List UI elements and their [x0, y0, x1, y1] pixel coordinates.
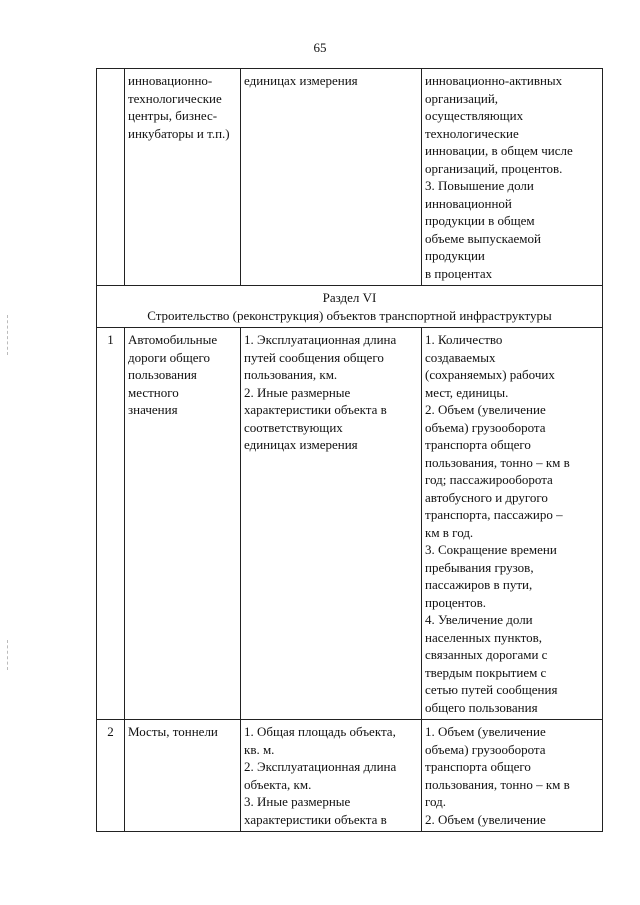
section-header-row	[97, 286, 603, 328]
text-line: организаций, процентов.	[425, 160, 563, 176]
text-line: год.	[425, 794, 446, 809]
text-line: год; пассажирооборота	[425, 472, 553, 487]
text-line: пользования, тонно – км в	[425, 776, 570, 792]
text-line: единицах измерения	[244, 437, 358, 452]
text-line: 2. Объем (увеличение	[425, 402, 546, 417]
scan-margin-mark	[7, 640, 9, 670]
text-line: пассажиров в пути,	[425, 577, 533, 592]
text-line: 2. Иные размерные	[244, 384, 351, 400]
text-line: пребывания грузов,	[425, 559, 534, 575]
document-table	[96, 68, 603, 832]
text-line: (сохраняемых) рабочих	[425, 367, 555, 382]
text-line: 2. Объем (увеличение	[425, 811, 546, 827]
text-line: твердым покрытием с	[425, 664, 547, 680]
text-line: инновационно-	[128, 73, 213, 88]
text-line: в процентах	[425, 265, 493, 281]
table-row	[97, 69, 603, 286]
text-line: 1. Объем (увеличение	[425, 724, 546, 739]
object-cell	[125, 69, 241, 286]
text-line: объема) грузооборота	[425, 419, 546, 435]
indicators-cell	[422, 720, 603, 832]
text-line: продукции	[425, 248, 485, 263]
text-line: продукции в общем	[425, 213, 535, 228]
text-line: Автомобильные	[128, 332, 218, 347]
table-row	[97, 328, 603, 720]
text-line: кв. м.	[244, 741, 275, 757]
text-line: мест, единицы.	[425, 384, 509, 400]
characteristics-cell	[241, 69, 422, 286]
text-line: связанных дорогами с	[425, 647, 548, 662]
row-number-cell	[97, 69, 125, 286]
text-line: единицах измерения	[244, 73, 358, 88]
text-line: инновационной	[425, 195, 512, 211]
page-number: 65	[313, 40, 327, 55]
text-line: соответствующих	[244, 419, 343, 435]
text-line: местного	[128, 384, 179, 400]
text-line: 3. Повышение доли	[425, 178, 534, 193]
text-line: технологические	[425, 125, 519, 141]
text-line: значения	[128, 402, 178, 417]
text-line: инновации, в общем числе	[425, 143, 573, 158]
object-cell	[125, 328, 241, 720]
text-line: объема) грузооборота	[425, 741, 546, 757]
text-line: организаций,	[425, 90, 499, 106]
text-line: транспорта общего	[425, 437, 531, 452]
text-line: пользования	[128, 367, 197, 382]
text-line: характеристики объекта в	[244, 402, 387, 417]
row-number-cell	[97, 720, 125, 832]
text-line: 3. Иные размерные	[244, 794, 351, 809]
section-title: Раздел VI	[322, 290, 377, 305]
text-line: 1. Количество	[425, 332, 503, 347]
text-line: автобусного и другого	[425, 489, 548, 505]
text-line: осуществляющих	[425, 108, 524, 123]
table-row	[97, 720, 603, 832]
characteristics-cell	[241, 720, 422, 832]
scan-margin-mark	[7, 315, 9, 355]
text-line: 1. Общая площадь объекта,	[244, 724, 396, 739]
text-line: пользования, км.	[244, 367, 338, 382]
text-line: процентов.	[425, 594, 487, 610]
text-line: инновационно-активных	[425, 73, 563, 88]
text-line: инкубаторы и т.п.)	[128, 125, 230, 141]
section-subtitle: Строительство (реконструкция) объектов транспортной инфраструктуры	[147, 307, 552, 323]
text-line: км в год.	[425, 524, 474, 540]
text-line: Мосты, тоннели	[128, 724, 218, 739]
text-line: 3. Сокращение времени	[425, 542, 557, 557]
text-line: транспорта, пассажиро –	[425, 507, 563, 522]
text-line: пользования, тонно – км в	[425, 454, 570, 470]
text-line: 2. Эксплуатационная длина	[244, 759, 397, 774]
row-number-cell	[97, 328, 125, 720]
text-line: создаваемых	[425, 349, 496, 365]
text-line: объеме выпускаемой	[425, 230, 541, 246]
row-number: 1	[107, 332, 114, 347]
text-line: характеристики объекта в	[244, 811, 387, 827]
object-cell	[125, 720, 241, 832]
text-line: транспорта общего	[425, 759, 531, 774]
text-line: сетью путей сообщения	[425, 682, 558, 697]
text-line: 4. Увеличение доли	[425, 612, 533, 627]
text-line: объекта, км.	[244, 776, 312, 792]
indicators-cell	[422, 69, 603, 286]
text-line: населенных пунктов,	[425, 629, 543, 645]
text-line: общего пользования	[425, 699, 538, 715]
text-line: 1. Эксплуатационная длина	[244, 332, 397, 347]
text-line: дороги общего	[128, 349, 211, 365]
characteristics-cell	[241, 328, 422, 720]
section-header	[97, 286, 603, 328]
text-line: технологические	[128, 90, 222, 106]
text-line: центры, бизнес-	[128, 108, 218, 123]
row-number: 2	[107, 724, 114, 739]
indicators-cell	[422, 328, 603, 720]
text-line: путей сообщения общего	[244, 349, 384, 365]
